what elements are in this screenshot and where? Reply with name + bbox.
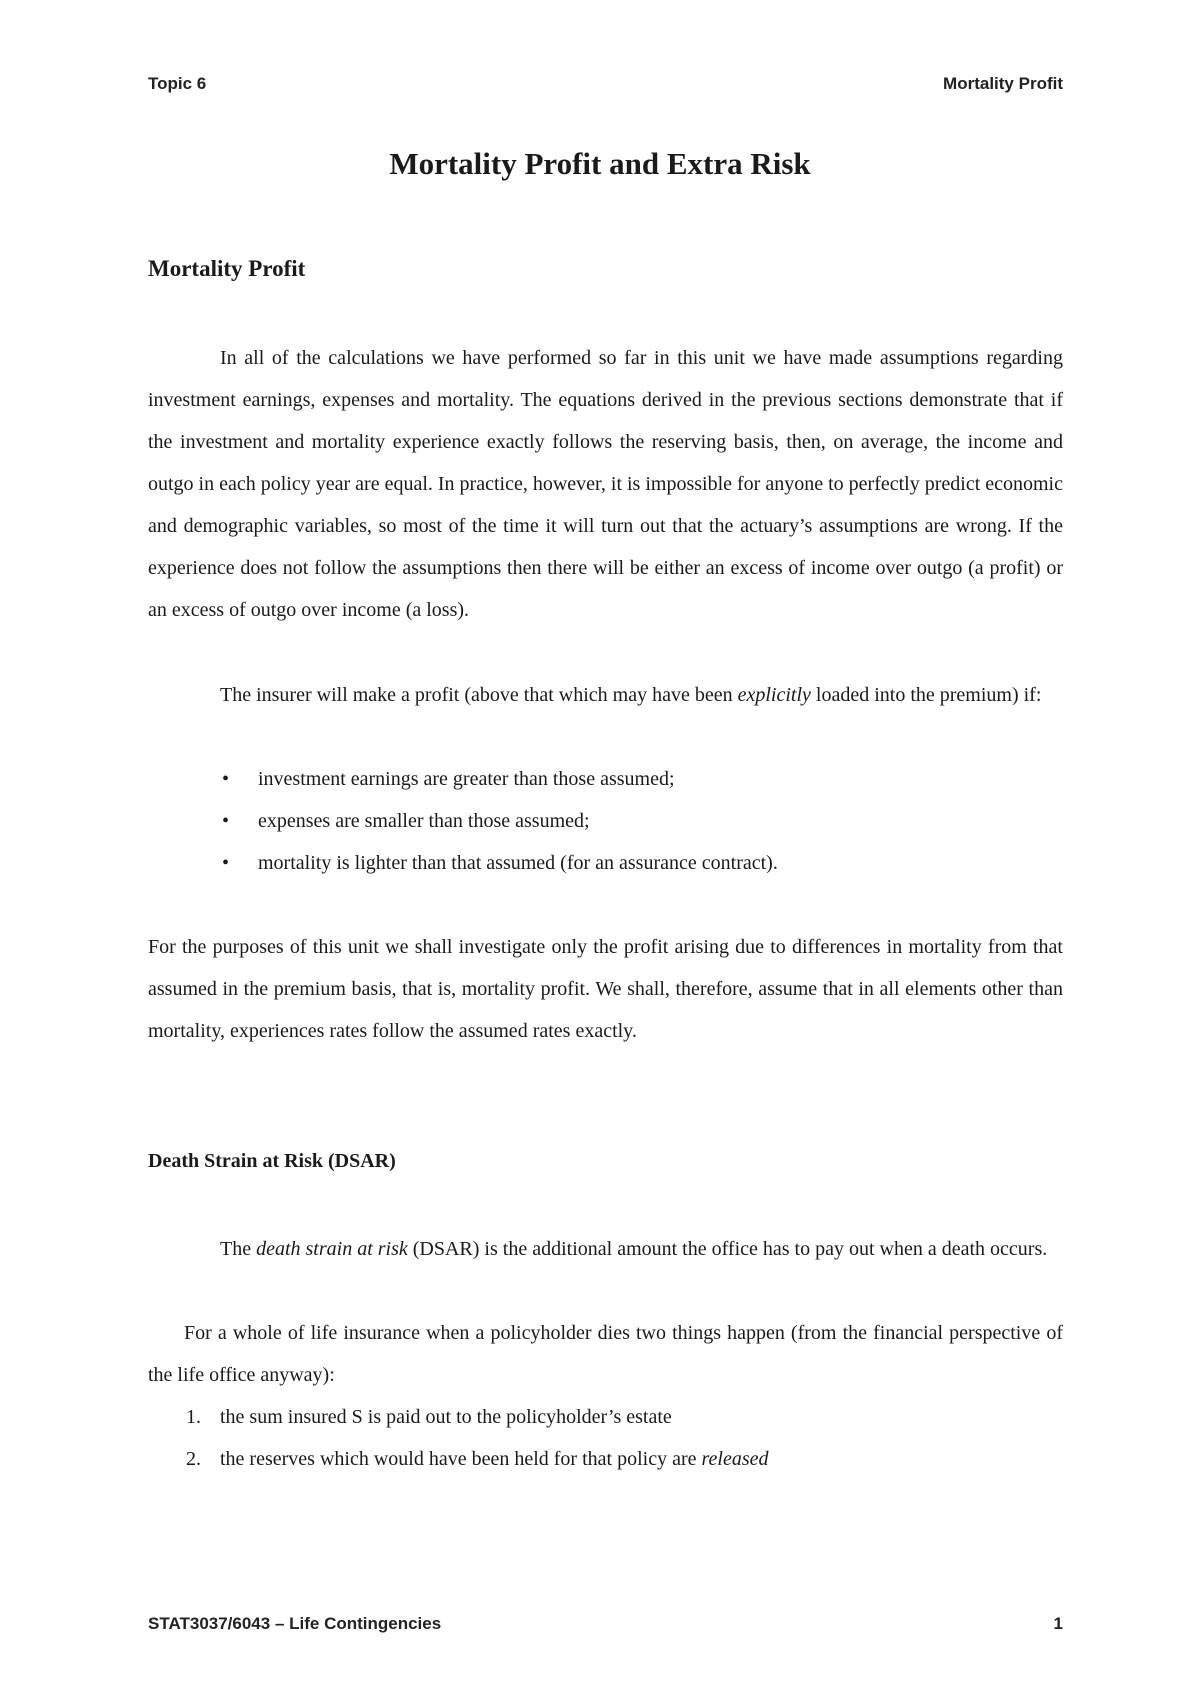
- list-item: [148, 1438, 1063, 1480]
- list-item: [148, 758, 1063, 800]
- list-item: [148, 842, 1063, 884]
- list-item: [148, 800, 1063, 842]
- paragraph-dsar-definition: [148, 1228, 1063, 1270]
- header-section-title: Mortality Profit: [943, 74, 1063, 93]
- list-item-text: the reserves which would have been held for that policy are: [220, 1448, 702, 1470]
- list-item-text: investment earnings are greater than those assumed;: [258, 768, 675, 790]
- bullet-icon: •: [222, 768, 230, 790]
- paragraph-text: The: [220, 1238, 257, 1260]
- page-number: 1: [1053, 1614, 1063, 1633]
- paragraph-text: (DSAR) is the additional amount the office has to pay out when a death occurs.: [407, 1238, 1048, 1260]
- emphasis-released: released: [701, 1448, 769, 1470]
- list-item-text: expenses are smaller than those assumed;: [258, 810, 590, 832]
- list-item-text: the sum insured S is paid out to the policyholder’s estate: [220, 1406, 672, 1428]
- header-topic: Topic 6: [148, 74, 207, 93]
- paragraph-assumptions: In all of the calculations we have performed so far in this unit we have made assumptions regarding investment earnings, expenses and mortality. The equations derived in the previous sections demonstrate that if the investment and mortality experience exactly follows the reserving basis, then, on average, the income and outgo in each policy year are equal. In practice, however, it is impossible for anyone to perfectly predict economic and demographic variables, so most of the time it will turn out that the actuary’s assumptions are wrong. If the experience does not follow the assumptions then there will be either an excess of income over outgo (a profit) or an excess of outgo over income (a loss).: [148, 347, 1063, 621]
- list-item-text: mortality is lighter than that assumed (for an assurance contract).: [258, 852, 778, 874]
- emphasis-explicitly: explicitly: [737, 684, 811, 706]
- paragraph-text: loaded into the premium) if:: [810, 684, 1042, 706]
- profit-conditions-list: [148, 758, 1063, 884]
- list-number: 2.: [186, 1448, 201, 1470]
- bullet-icon: •: [222, 852, 230, 874]
- emphasis-death-strain-at-risk: death strain at risk: [256, 1238, 408, 1260]
- list-number: 1.: [186, 1406, 201, 1428]
- section-heading-mortality-profit: Mortality Profit: [148, 256, 306, 281]
- paragraph-insurer-profit: [148, 674, 1063, 716]
- page-title: Mortality Profit and Extra Risk: [389, 146, 811, 181]
- death-events-list: [148, 1396, 1063, 1480]
- footer-course: STAT3037/6043 – Life Contingencies: [148, 1614, 442, 1633]
- paragraph-purposes: For the purposes of this unit we shall investigate only the profit arising due to differences in mortality from that assumed in the premium basis, that is, mortality profit. We shall, therefore, assume that in all elements other than mortality, experiences rates follow the assumed rates exactly.: [148, 936, 1063, 1042]
- section-heading-dsar: Death Strain at Risk (DSAR): [148, 1150, 396, 1172]
- paragraph-whole-of-life: For a whole of life insurance when a policyholder dies two things happen (from the financial perspective of the life office anyway):: [148, 1322, 1063, 1386]
- list-item: [148, 1396, 1063, 1438]
- bullet-icon: •: [222, 810, 230, 832]
- paragraph-text: The insurer will make a profit (above that which may have been: [220, 684, 738, 706]
